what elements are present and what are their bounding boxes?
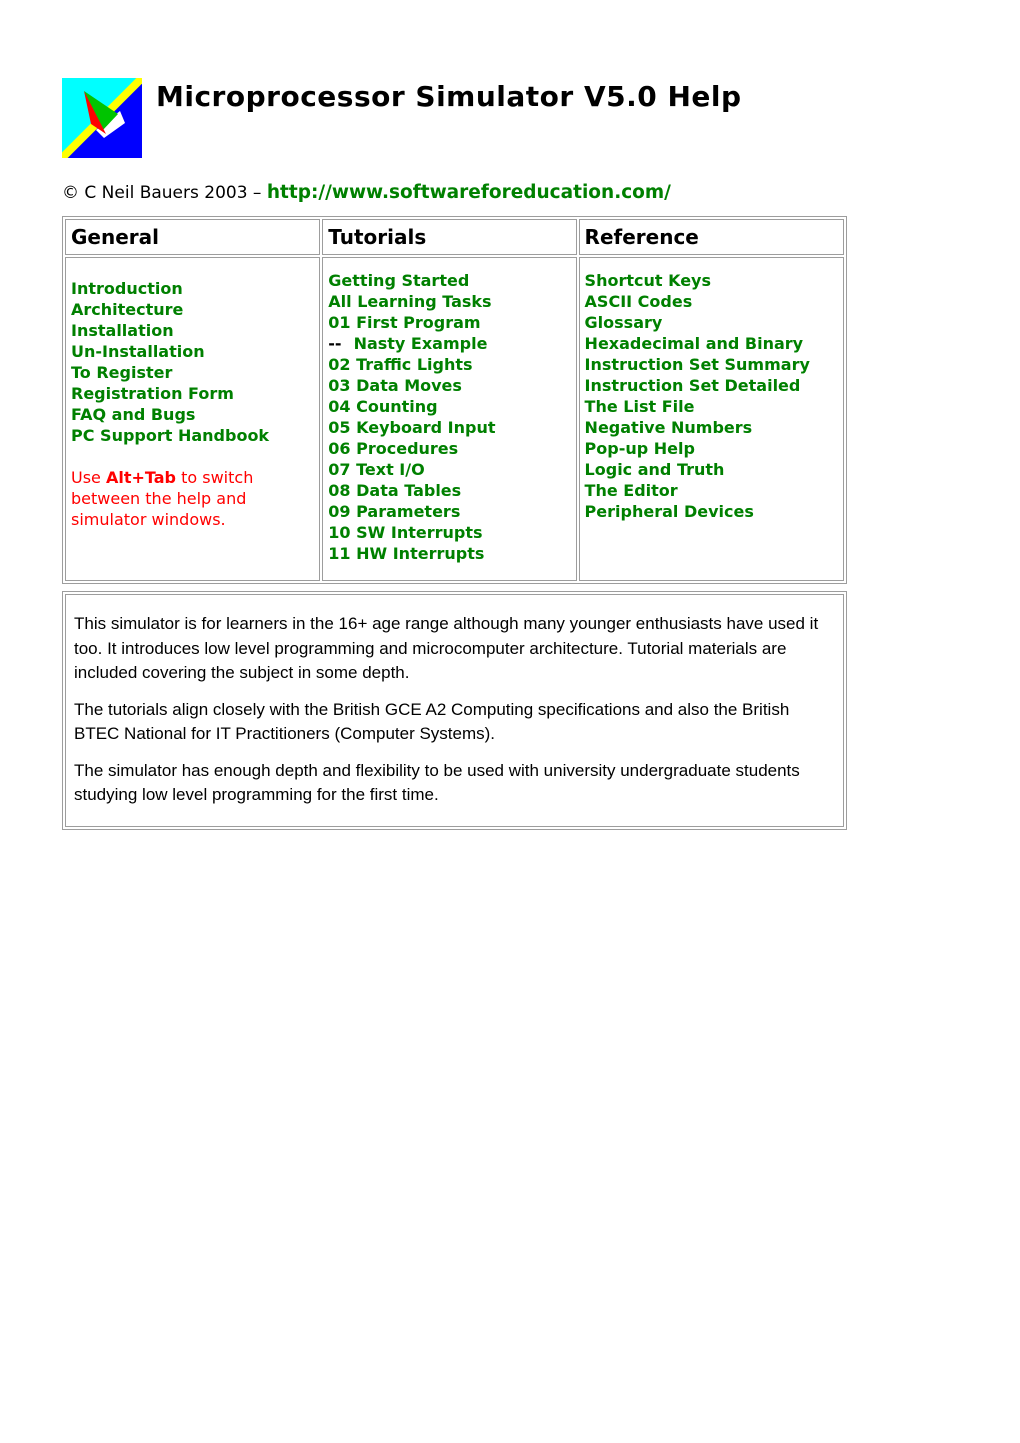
nav-link[interactable]: FAQ and Bugs [71, 405, 196, 424]
description-box [62, 591, 847, 830]
general-link-list [71, 278, 314, 446]
page-title: Microprocessor Simulator V5.0 Help [156, 80, 742, 113]
nav-table [62, 216, 847, 584]
nav-link[interactable]: 08 Data Tables [328, 481, 462, 500]
reference-column-cell [579, 257, 844, 581]
nav-link[interactable]: Instruction Set Summary [584, 355, 810, 374]
column-header-tutorials: Tutorials [322, 219, 576, 255]
nav-link[interactable]: Un-Installation [71, 342, 205, 361]
note-text-pre: Use [71, 468, 106, 487]
nav-link[interactable]: 10 SW Interrupts [328, 523, 483, 542]
nav-link[interactable]: Introduction [71, 279, 183, 298]
simulator-logo-icon [62, 78, 142, 158]
nav-link[interactable]: 06 Procedures [328, 439, 459, 458]
nav-link-label: Nasty Example [353, 334, 488, 353]
nav-link[interactable]: 03 Data Moves [328, 376, 462, 395]
nav-link[interactable]: To Register [71, 363, 173, 382]
description-paragraph-3: The simulator has enough depth and flexibility to be used with university undergraduate students studying low level programming for the first time. [74, 760, 800, 804]
description-paragraph-2: The tutorials align closely with the British GCE A2 Computing specifications and also the British BTEC National for IT Practitioners (Computer Systems). [74, 699, 790, 743]
general-column-cell [65, 257, 320, 581]
nav-link[interactable]: All Learning Tasks [328, 292, 492, 311]
tutorials-column-cell [322, 257, 576, 581]
nav-link[interactable]: Negative Numbers [584, 418, 753, 437]
nav-link[interactable] [328, 333, 570, 354]
nav-link[interactable]: Getting Started [328, 271, 470, 290]
tutorials-link-list [328, 270, 570, 564]
nav-link[interactable]: 09 Parameters [328, 502, 461, 521]
description-paragraph-1: This simulator is for learners in the 16+ age range although many younger enthusiasts have used it too. It introduces low level programming and microcomputer architecture. Tutorial materials are included covering the subject in some depth. [74, 614, 819, 682]
copyright-line [62, 182, 1020, 203]
nav-table-header-row [65, 219, 844, 255]
nav-link[interactable]: The List File [584, 397, 695, 416]
nav-link[interactable]: 01 First Program [328, 313, 481, 332]
nav-link[interactable]: Architecture [71, 300, 184, 319]
website-link[interactable]: http://www.softwareforeducation.com/ [266, 182, 671, 203]
nav-link[interactable]: ASCII Codes [584, 292, 693, 311]
nav-table-body-row [65, 257, 844, 581]
note-text-post: to switch between the help and simulator windows. [71, 468, 254, 529]
column-header-general: General [65, 219, 320, 255]
nav-link-prefix: -- [328, 334, 342, 353]
nav-link[interactable]: 02 Traffic Lights [328, 355, 473, 374]
nav-link[interactable]: Installation [71, 321, 174, 340]
nav-link[interactable]: 07 Text I/O [328, 460, 425, 479]
nav-link[interactable]: 05 Keyboard Input [328, 418, 496, 437]
nav-link[interactable]: Instruction Set Detailed [584, 376, 801, 395]
nav-link[interactable]: Shortcut Keys [584, 271, 712, 290]
column-header-reference: Reference [579, 219, 844, 255]
reference-link-list [585, 270, 838, 522]
description-row [65, 594, 844, 827]
nav-link[interactable]: Logic and Truth [584, 460, 725, 479]
description-cell [65, 594, 844, 827]
nav-link[interactable]: Glossary [584, 313, 663, 332]
nav-link[interactable]: Registration Form [71, 384, 234, 403]
nav-link[interactable]: 04 Counting [328, 397, 438, 416]
nav-link[interactable]: Peripheral Devices [584, 502, 754, 521]
alt-tab-note [71, 467, 314, 530]
nav-link[interactable]: The Editor [584, 481, 678, 500]
note-text-bold: Alt+Tab [105, 468, 177, 487]
copyright-text: © C Neil Bauers 2003 – [62, 183, 267, 203]
nav-link[interactable]: 11 HW Interrupts [328, 544, 485, 563]
nav-link[interactable]: Pop-up Help [584, 439, 695, 458]
nav-link[interactable]: Hexadecimal and Binary [584, 334, 804, 353]
page-header [62, 78, 1020, 158]
nav-link[interactable]: PC Support Handbook [71, 426, 270, 445]
